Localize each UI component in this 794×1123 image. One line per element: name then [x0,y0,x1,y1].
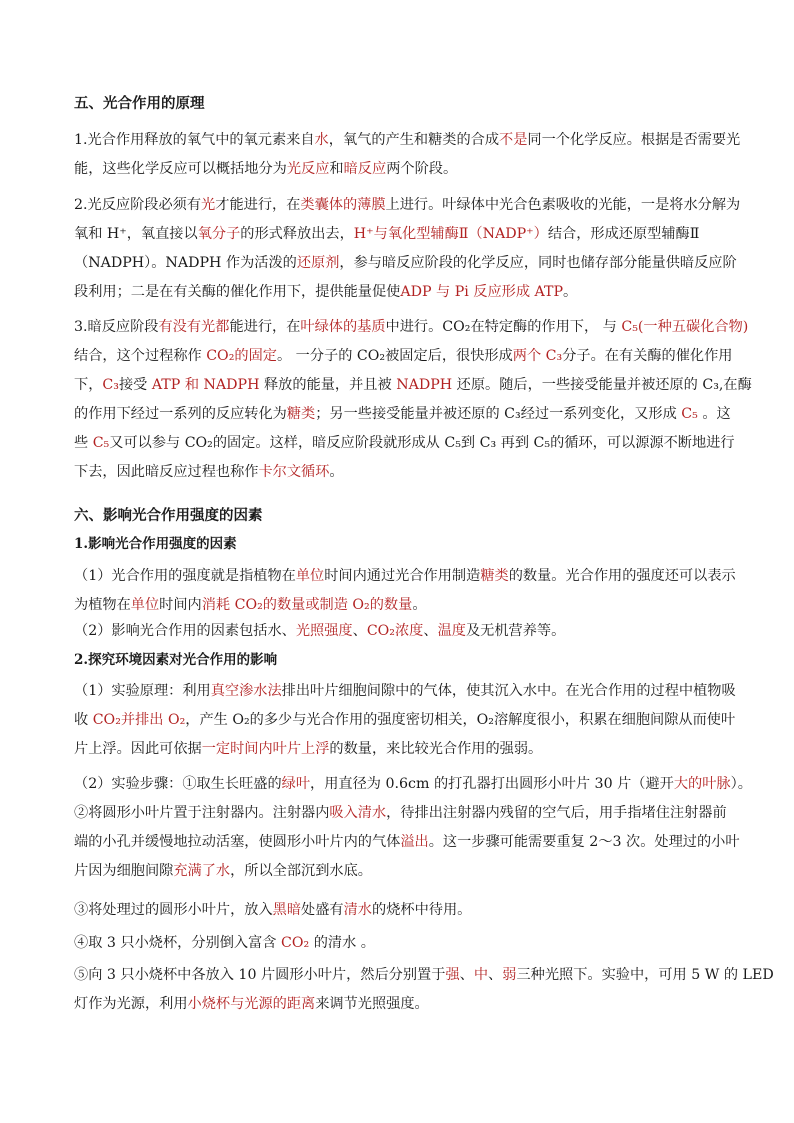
body-text: ③将处理过的圆形小叶片，放入 [74,902,273,918]
highlight-text: 清水 [343,902,372,918]
body-text: 中进行。CO₂在特定酶的作用下， 与 [385,319,622,335]
body-text: 同一个化学反应。根据是否需要光 [527,132,741,148]
highlight-text: 糖类 [286,406,316,422]
text-line [74,591,724,620]
highlight-text: H⁺与氧化型辅酶Ⅱ（NADP⁺） [353,226,548,242]
body-text: 的数量，来比较光合作用的强弱。 [329,741,543,757]
highlight-text: 充满了水 [173,863,231,879]
body-text: 收 [74,712,93,728]
text-line [74,155,724,184]
body-text: ，参与暗反应阶段的化学反应，同时也储存部分能量供暗反应阶 [339,255,737,271]
body-text: ，待排出注射器内残留的空气后，用手指堵住注射器前 [386,805,727,821]
paragraph-9 [74,929,724,958]
text-line [74,371,752,400]
body-text: 的清水 。 [309,935,375,951]
body-text: 。 一分子的 CO₂被固定后，很快形成 [276,348,513,364]
body-text: 段利用；二是在有关酶的催化作用下，提供能量促使 [74,284,401,300]
paragraph-4 [74,562,736,620]
body-text: 、 [488,967,503,983]
body-text: 片上浮。因此可依据 [74,741,202,757]
highlight-text: 消耗 CO₂的数量或制造 O₂的数量 [201,597,413,613]
subheading-2: 2.探究环境因素对光合作用的影响 [74,652,278,668]
highlight-text: C₃ [102,377,119,393]
body-text: 、 [423,623,438,639]
body-text: 上进行。叶绿体中光合色素吸收的光能，一是将水分解为 [385,197,741,213]
body-text: 才能进行，在 [215,197,301,213]
body-text: 。这一步骤可能需要重复 2～3 次。处理过的小叶 [428,834,740,850]
text-line [74,961,774,990]
highlight-text: 光反应 [286,161,330,177]
highlight-text: 小烧杯与光源的距离 [187,996,316,1012]
text-line [74,735,724,764]
paragraph-7 [74,770,752,886]
body-text: 下去，因此暗反应过程也称作 [74,464,259,480]
body-text: ，用直径为 0.6cm 的打孔器打出圆形小叶片 30 片（避开 [310,776,674,792]
body-text: 接受 [118,377,152,393]
highlight-text: 水 [314,132,329,148]
text-line [74,278,724,307]
paragraph-3 [74,313,752,487]
body-text: 灯作为光源，利用 [74,996,188,1012]
section-title-5: 五、光合作用的原理 [74,95,205,112]
highlight-text: ATP 和 NADPH [151,377,260,393]
text-line [74,770,752,799]
body-text: 的作用下经过一系列的反应转化为 [74,406,287,422]
body-text: （NADPH）。NADPH 作为活泼的 [74,255,297,271]
highlight-text: 单位 [295,568,325,584]
highlight-text: 糖类 [480,568,509,584]
text-line [74,126,741,155]
highlight-text: 中 [473,967,489,983]
body-text: 。 [563,284,578,300]
highlight-text: CO₂的固定 [206,348,277,364]
body-text: 分子。在有关酶的催化作用 [562,348,733,364]
body-text: 排出叶片细胞间隙中的气体，使其沉入水中。在光合作用的过程中植物吸 [281,683,736,699]
body-text: ）。 [730,776,752,792]
highlight-text: 光照强度 [295,623,353,639]
body-text: ⑤向 3 只小烧杯中各放入 10 片圆形小叶片，然后分别置于 [74,967,446,983]
body-text: 下， [74,377,103,393]
body-text: 还原。随后，一些接受能量并被还原的 C₃,在酶 [452,377,752,393]
highlight-text: 温度 [437,623,466,639]
highlight-text: NADPH [396,377,453,393]
body-text: 、 [459,967,474,983]
highlight-text: 绿叶 [281,776,311,792]
body-text: 1.光合作用释放的氧气中的氧元素来自 [74,132,315,148]
highlight-text: 不是 [499,132,528,148]
body-text: 和 [329,161,344,177]
paragraph-8 [74,896,724,925]
highlight-text: 溢出 [400,834,429,850]
body-text: 结合，这个过程称作 [74,348,207,364]
body-text: 的数量。光合作用的强度还可以表示 [508,568,736,584]
paragraph-6 [74,677,736,764]
highlight-text: C₅ [681,406,698,422]
text-line [74,677,736,706]
paragraph-2 [74,191,741,307]
body-text: （2）影响光合作用的因素包括水、 [74,623,296,639]
highlight-text: 叶绿体的基质 [300,319,386,335]
body-text: ②将圆形小叶片置于注射器内。注射器内 [74,805,330,821]
body-text: 能，这些化学反应可以概括地分为 [74,161,287,177]
body-text: 两个阶段。 [386,161,458,177]
body-text: 又可以参与 CO₂的固定。这样，暗反应阶段就形成从 C₅到 C₃ 再到 C₅的循环，可以源源不断地进行 [109,435,735,451]
text-line [74,562,736,591]
text-line [74,929,724,958]
text-line [74,828,740,857]
highlight-text: 一定时间内叶片上浮 [201,741,330,757]
text-line [74,799,727,828]
body-text: 。 [412,597,427,613]
text-line [74,617,724,646]
text-line [74,857,724,886]
text-line [74,249,737,278]
body-text: ；另一些接受能量并被还原的 C₃经过一系列变化，又形成 [315,406,682,422]
body-text: 处盛有 [301,902,344,918]
body-text: ，产生 O₂的多少与光合作用的强度密切相关，O₂溶解度很小，积累在细胞间隙从而使叶 [185,712,736,728]
body-text: ，氧气的产生和糖类的合成 [328,132,500,148]
body-text: ，所以全部沉到水底。 [230,863,372,879]
body-text: 的烧杯中待用。 [372,902,472,918]
highlight-text: ADP 与 Pi 反应形成 ATP [400,284,564,300]
text-line [74,313,749,342]
text-line [74,896,724,925]
paragraph-1 [74,126,741,184]
highlight-text: 有没有光都 [158,319,230,335]
text-line [74,220,724,249]
body-text: 片因为细胞间隙 [74,863,174,879]
body-text: 来调节光照强度。 [315,996,429,1012]
highlight-text: 弱 [502,967,517,983]
body-text: 氧和 H⁺，氧直接以 [74,226,198,242]
body-text: 。 [329,464,344,480]
highlight-text: 强 [445,967,460,983]
body-text: 时间内通过光合作用制造 [324,568,481,584]
highlight-text: 暗反应 [343,161,387,177]
body-text: 及无机营养等。 [465,623,566,639]
highlight-text: CO₂ [281,935,310,951]
highlight-text: CO₂并排出 O₂ [92,712,186,728]
highlight-text: 光 [201,197,216,213]
text-line [74,429,735,458]
body-text: （2）实验步骤：①取生长旺盛的 [74,776,282,792]
highlight-text: 卡尔文循环 [258,464,330,480]
text-line [74,458,724,487]
text-line [74,342,733,371]
highlight-text: 还原剂 [296,255,340,271]
highlight-text: CO₂浓度 [366,623,424,639]
highlight-text: C₅(一种五碳化合物) [621,319,749,335]
body-text: 2.光反应阶段必须有 [74,197,202,213]
highlight-text: 真空渗水法 [210,683,282,699]
body-text: 3.暗反应阶段 [74,319,159,335]
body-text: 三种光照下。实验中，可用 5 W 的 LED [516,967,774,983]
text-line [74,400,731,429]
body-text: 为植物在 [74,597,131,613]
highlight-text: 氧分子 [197,226,241,242]
body-text: （1）实验原理：利用 [74,683,211,699]
body-text: 、 [352,623,367,639]
text-line [74,990,724,1019]
body-text: 。这 [697,406,731,422]
text-line [74,191,741,220]
section-title-6: 六、影响光合作用强度的因素 [74,507,263,524]
highlight-text: 黑暗 [272,902,302,918]
text-line [74,706,736,735]
body-text: 的形式释放出去， [240,226,354,242]
body-text: 时间内 [159,597,202,613]
paragraph-10 [74,961,774,1019]
highlight-text: 两个 C₃ [512,348,563,364]
highlight-text: 吸入清水 [329,805,387,821]
body-text: 结合，形成还原型辅酶Ⅱ [547,226,700,242]
body-text: 释放的能量，并且被 [259,377,397,393]
highlight-text: 大的叶脉 [673,776,731,792]
body-text: 能进行，在 [229,319,301,335]
subheading-1: 1.影响光合作用强度的因素 [74,536,237,552]
body-text: 端的小孔并缓慢地拉动活塞，使圆形小叶片内的气体 [74,834,401,850]
body-text: 些 [74,435,93,451]
paragraph-5 [74,617,724,646]
highlight-text: 单位 [130,597,160,613]
body-text: ④取 3 只小烧杯，分别倒入富含 [74,935,281,951]
highlight-text: C₅ [92,435,110,451]
body-text: （1）光合作用的强度就是指植物在 [74,568,296,584]
highlight-text: 类囊体的薄膜 [300,197,386,213]
